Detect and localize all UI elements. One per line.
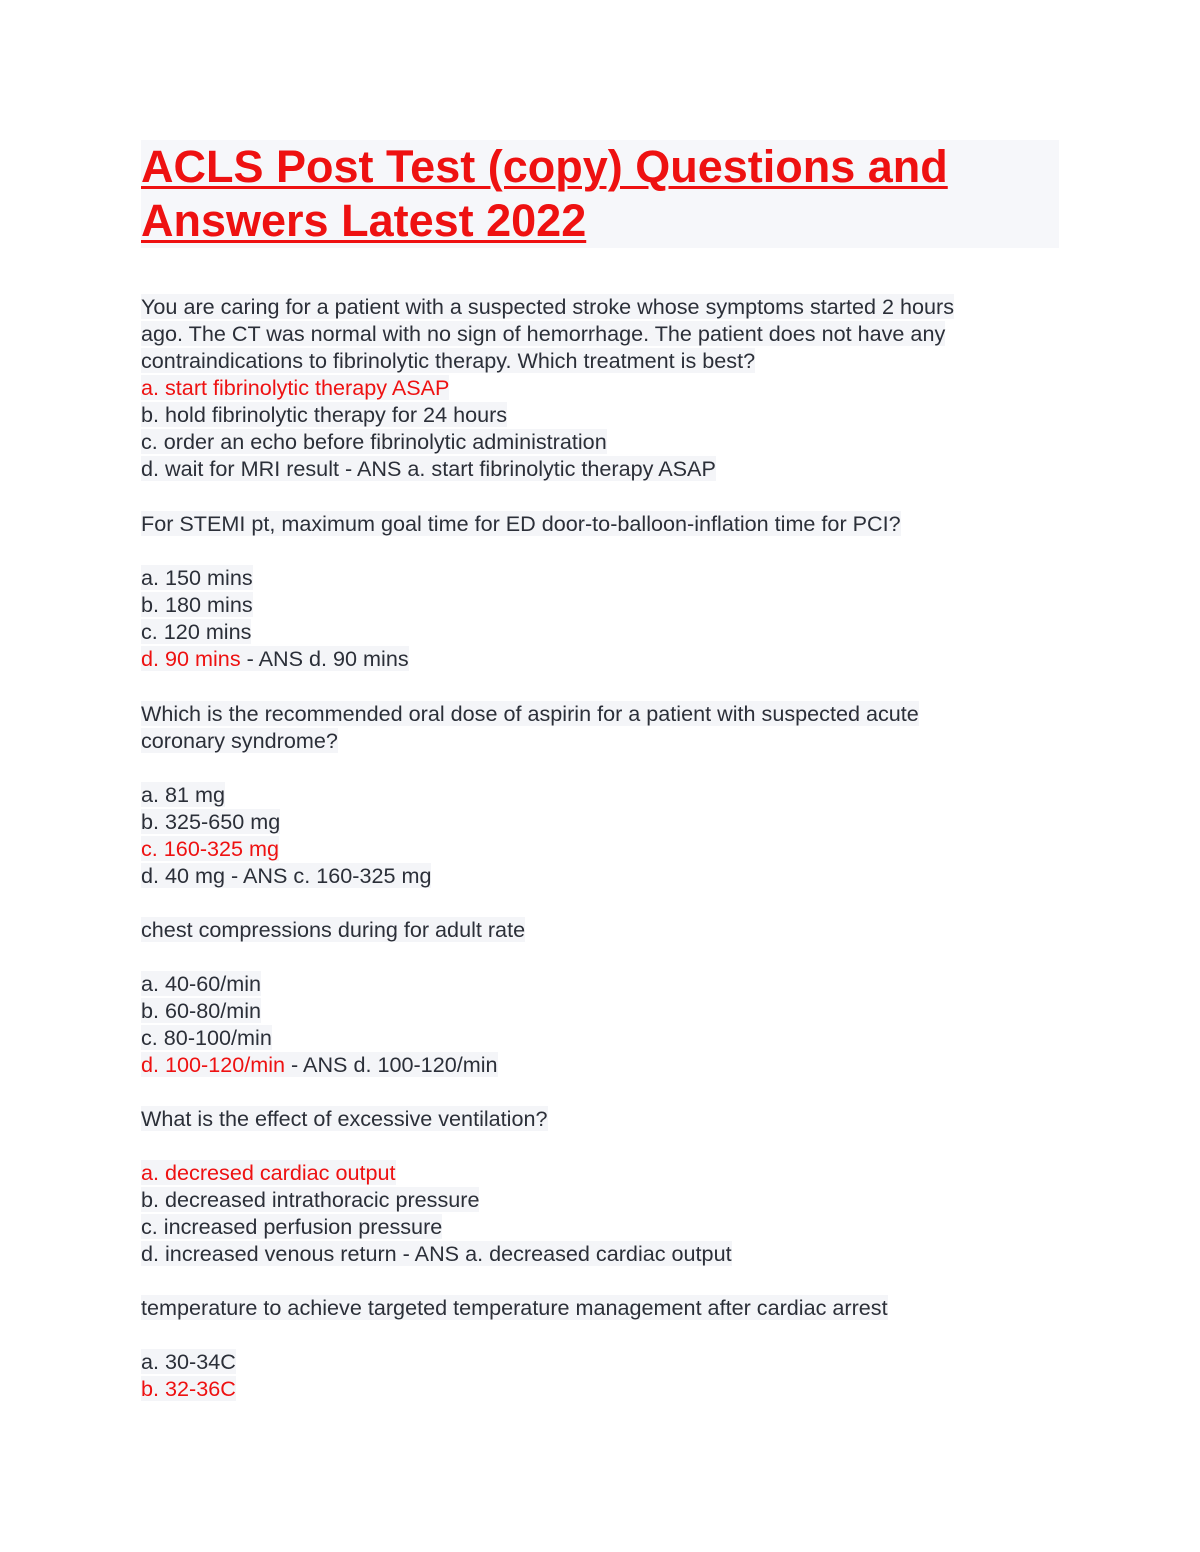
- correct-option: a. start fibrinolytic therapy ASAP: [141, 375, 450, 400]
- question-prompt-line: contraindications to fibrinolytic therapy. Which treatment is best?: [141, 348, 756, 373]
- option-c: c. 120 mins: [141, 619, 252, 644]
- question-prompt-line: ago. The CT was normal with no sign of hemorrhage. The patient does not have any: [141, 321, 946, 346]
- option-b: b. 180 mins: [141, 592, 253, 617]
- option-b: b. 325-650 mg: [141, 809, 281, 834]
- option-a: a. 30-34C: [141, 1349, 236, 1374]
- option-d: [141, 645, 1061, 672]
- question-6: [141, 1294, 1061, 1402]
- title-line: ACLS Post Test (copy) Questions and: [141, 141, 948, 192]
- question-2: [141, 510, 1061, 672]
- correct-option: d. 90 mins: [141, 646, 241, 671]
- option-a: a. 81 mg: [141, 782, 226, 807]
- question-1: [141, 293, 1061, 482]
- correct-option: c. 160-325 mg: [141, 836, 280, 861]
- question-5: [141, 1105, 1061, 1267]
- option-b: [141, 1375, 1061, 1402]
- title-line: Answers Latest 2022: [141, 195, 587, 246]
- correct-option: a. decresed cardiac output: [141, 1160, 396, 1185]
- answer-text: - ANS c. 160-325 mg: [225, 863, 432, 888]
- answer-text: - ANS a. decreased cardiac output: [396, 1241, 732, 1266]
- option-d: d. increased venous return - ANS a. decreased cardiac output: [141, 1241, 732, 1266]
- correct-option: d. 100-120/min: [141, 1052, 286, 1077]
- option-d: [141, 1051, 1061, 1078]
- option-d: d. wait for MRI result - ANS a. start fibrinolytic therapy ASAP: [141, 456, 716, 481]
- answer-text: - ANS d. 100-120/min: [285, 1052, 498, 1077]
- correct-option: b. 32-36C: [141, 1376, 236, 1401]
- question-prompt-line: For STEMI pt, maximum goal time for ED door-to-balloon-inflation time for PCI?: [141, 511, 901, 536]
- question-prompt-line: What is the effect of excessive ventilation?: [141, 1106, 548, 1131]
- question-prompt-line: temperature to achieve targeted temperature management after cardiac arrest: [141, 1295, 888, 1320]
- option-c: c. 80-100/min: [141, 1025, 272, 1050]
- answer-text: - ANS a. start fibrinolytic therapy ASAP: [339, 456, 716, 481]
- option-d: d. 40 mg - ANS c. 160-325 mg: [141, 863, 432, 888]
- document-title: [141, 140, 1059, 248]
- question-prompt-line: chest compressions during for adult rate: [141, 917, 526, 942]
- question-prompt-line: You are caring for a patient with a suspected stroke whose symptoms started 2 hours: [141, 294, 954, 319]
- question-4: [141, 916, 1061, 1078]
- option-c: [141, 835, 1061, 862]
- option-c: c. order an echo before fibrinolytic administration: [141, 429, 607, 454]
- option-c: c. increased perfusion pressure: [141, 1214, 443, 1239]
- option-a: a. 40-60/min: [141, 971, 262, 996]
- option-b: b. decreased intrathoracic pressure: [141, 1187, 480, 1212]
- option-b: b. 60-80/min: [141, 998, 262, 1023]
- question-prompt-line: Which is the recommended oral dose of aspirin for a patient with suspected acute: [141, 701, 919, 726]
- option-a: a. 150 mins: [141, 565, 253, 590]
- option-a: [141, 1159, 1061, 1186]
- question-3: [141, 700, 1061, 889]
- answer-text: - ANS d. 90 mins: [240, 646, 409, 671]
- option-b: b. hold fibrinolytic therapy for 24 hours: [141, 402, 508, 427]
- option-a: [141, 374, 1061, 401]
- question-prompt-line: coronary syndrome?: [141, 728, 338, 753]
- title-block: [141, 140, 1059, 248]
